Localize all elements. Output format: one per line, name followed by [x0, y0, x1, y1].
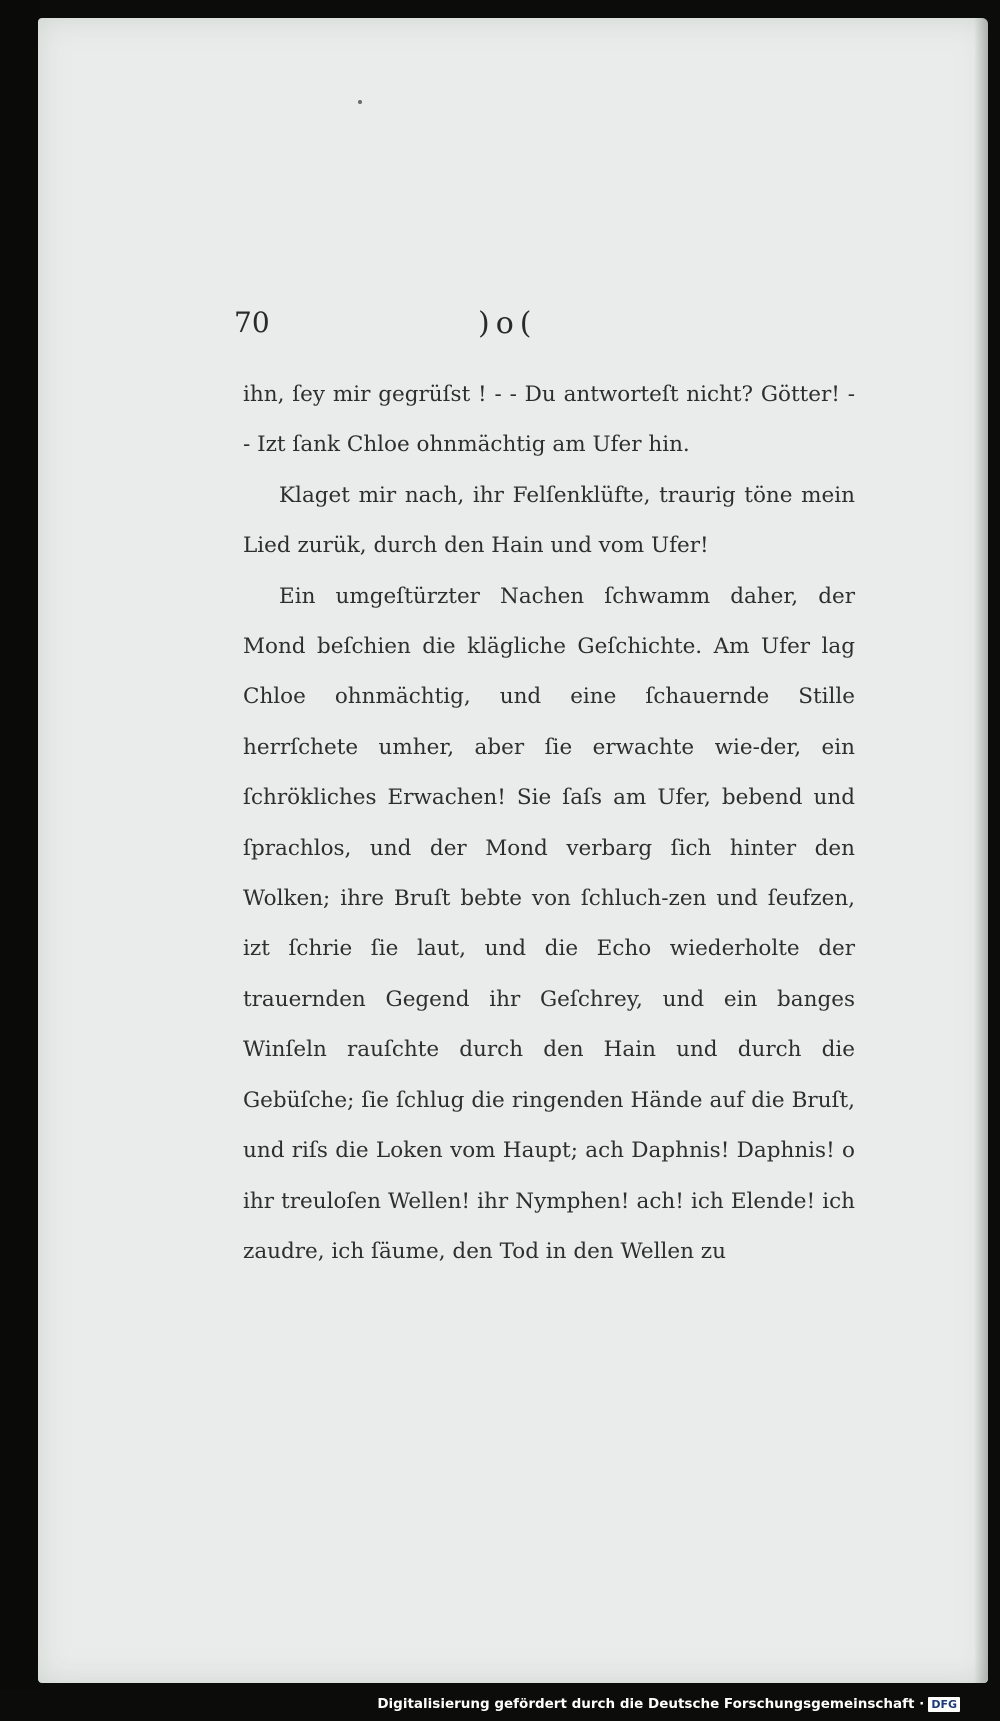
footer-credit-text: Digitalisierung gefördert durch die Deutsche Forschungsgemeinschaft ·: [377, 1696, 925, 1712]
page-edge-shadow: [974, 18, 988, 1683]
running-head: [38, 306, 988, 350]
header-ornament: )o(: [478, 306, 538, 341]
paragraph-2: Klaget mir nach, ihr Felſenklüfte, traurig töne mein Lied zurük, durch den Hain und vom Ufer!: [243, 482, 855, 559]
footer-credit: [377, 1696, 960, 1712]
paragraph-1: ihn, ſey mir gegrüſst ! - - Du antworteſt nicht? Götter! - - Izt ſank Chloe ohnmächtig am Ufer hin.: [243, 382, 855, 458]
body-text: [243, 370, 855, 1277]
paragraph-3: Ein umgeſtürzter Nachen ſchwamm daher, der Mond beſchien die klägliche Geſchichte. Am Ufer lag Chloe ohnmächtig, und eine ſchauernde Stille herrſchete umher, aber ſie erwachte wie-der, ein ſchrökliches Erwachen! Sie ſaſs am Ufer, bebend und ſprachlos, und der Mond verbarg ſich hinter den Wolken; ihre Bruſt bebte von ſchluch-zen und ſeufzen, izt ſchrie ſie laut, und die Echo wiederholte der trauernden Gegend ihr Geſchrey, und ein banges Winſeln rauſchte durch den Hain und durch die Gebüſche; ſie ſchlug die ringenden Hände auf die Bruſt, und riſs die Loken vom Haupt; ach Daphnis! Daphnis! o ihr treuloſen Wellen! ihr Nymphen! ach! ich Elende! ich zaudre, ich ſäume, den Tod in den Wellen zu: [243, 583, 855, 1264]
scan-background-left: [0, 0, 40, 1721]
page-number: 70: [234, 306, 270, 339]
dfg-logo: DFG: [928, 1697, 960, 1712]
digitization-footer: [0, 1690, 1000, 1721]
paper-speck: [358, 100, 362, 104]
book-page: [38, 18, 988, 1683]
